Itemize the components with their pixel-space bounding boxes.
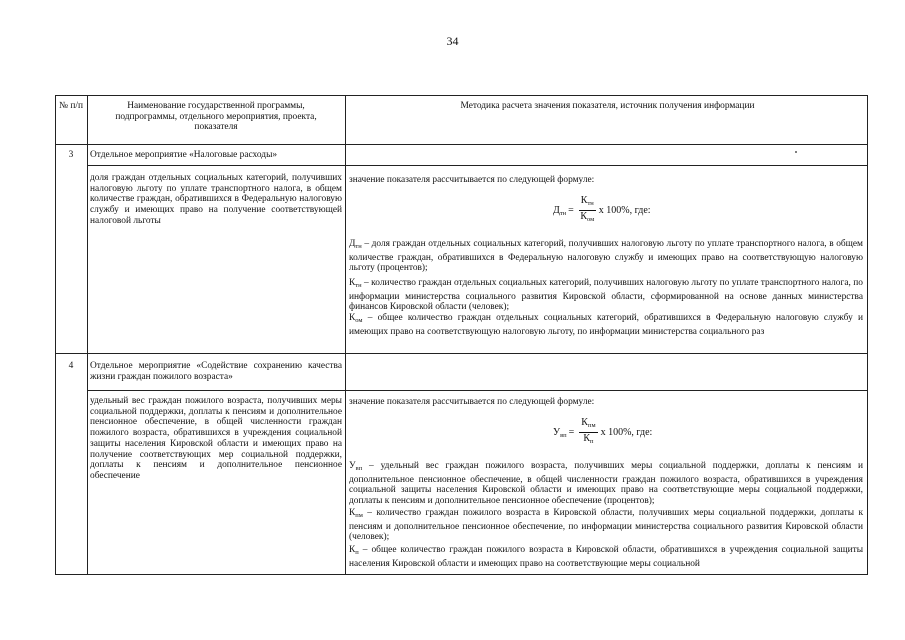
formula: $У_{вп}$ = $\frac{К_{пм}}{К_п}$ х 100%, где: — [553, 417, 652, 448]
header-method: Методика расчета значения показателя, источник получения информации — [460, 101, 755, 111]
formula-intro: значение показателя рассчитывается по следующей формуле: — [349, 397, 595, 407]
methodology-table — [55, 95, 868, 575]
indicator-name: доля граждан отдельных социальных категорий, получивших налоговую льготу по уплате транспортного налога, в общем количестве граждан, обратившихся в Федеральную налоговую службу и имеющих право на получение соответствующей налоговой льготы — [90, 173, 342, 226]
row-divider — [87, 165, 868, 166]
formula-fraction: $\frac{К_{тн}}{К_{ом}}$ — [580, 195, 595, 223]
page-number: 34 — [446, 34, 459, 48]
header-number: № п/п — [59, 101, 83, 111]
indicator-name: удельный вес граждан пожилого возраста, получивших меры социальной поддержки, доплаты к пенсиям и дополнительное пенсионное обеспечение, в общей численности граждан пожилого возраста, обратившихся в учреждения социальной защиты населения Кировской области и имеющих право на получение соответствующих мер социальной поддержки, доплаты к пенсиям и дополнительное пенсионное обеспечение — [90, 396, 342, 481]
table-border — [55, 95, 56, 575]
column-divider — [345, 95, 346, 575]
formula: $Д_{тн}$ = $\frac{К_{тн}}{К_{ом}}$ х 100%, где: — [553, 195, 651, 226]
header-name: Наименование государственной программы, подпрограммы, отдельного мероприятия, проекта, показателя — [115, 101, 317, 133]
row-title: Отдельное мероприятие «Налоговые расходы» — [90, 150, 278, 160]
row-divider — [55, 353, 868, 354]
formula-fraction: $\frac{К_{пм}}{К_п}$ — [581, 417, 596, 445]
row-title: Отдельное мероприятие «Содействие сохранению качества жизни граждан пожилого возраста» — [90, 361, 342, 382]
column-divider — [87, 95, 88, 575]
table-border — [55, 95, 868, 96]
row-number: 3 — [68, 150, 74, 160]
row-divider — [87, 390, 868, 391]
row-number: 4 — [68, 361, 74, 371]
definition: $У_{вп}$ – удельный вес граждан пожилого возраста, получивших меры социальной поддержки, доплаты к пенсиям и дополнительное пенсионное обеспечение, в общей численности граждан пожилого возраста, обратившихся в учреждения социальной защиты населения Кировской области и имеющих право на соответствующие меры социальной поддержки, доплаты к пенсиям и дополнительное пенсионное обеспечение (процентов); — [349, 461, 863, 507]
formula-lhs: $Д_{тн}$ — [553, 204, 567, 217]
definition: $К_{пм}$ – количество граждан пожилого возраста в Кировской области, получивших меры социальной поддержки, доплаты к пенсиям и дополнительное пенсионное обеспечение, по информации министерства социального развития Кировской области (человек); — [349, 508, 863, 543]
formula-lhs: $У_{вп}$ — [553, 426, 567, 439]
scan-speck — [795, 151, 797, 153]
definition: $К_п$ – общее количество граждан пожилого возраста в Кировской области, обратившихся в учреждения социальной защиты населения Кировской области и имеющих право на соответствующие меры социальной — [349, 545, 863, 569]
row-divider — [55, 144, 868, 145]
definition: $К_{тн}$ – количество граждан отдельных социальных категорий, получивших налоговую льготу по уплате транспортного налога, по информации министерства социального развития Кировской области, сформированной на основе данных министерства финансов Кировской области (человек); — [349, 278, 863, 313]
table-border — [55, 574, 868, 575]
definition: $Д_{тн}$ – доля граждан отдельных социальных категорий, получивших налоговую льготу по уплате транспортного налога, в общем количестве граждан, обратившихся в Федеральную налоговую службу и имеющих право на соответствующую налоговую льготу (процентов); — [349, 239, 863, 274]
definition: $К_{ом}$ – общее количество граждан отдельных социальных категорий, обратившихся в Федеральную налоговую службу и имеющих право на соответствующую налоговую льготу, по информации министерства социального раз — [349, 313, 863, 337]
formula-intro: значение показателя рассчитывается по следующей формуле: — [349, 175, 595, 185]
table-border — [867, 95, 868, 575]
